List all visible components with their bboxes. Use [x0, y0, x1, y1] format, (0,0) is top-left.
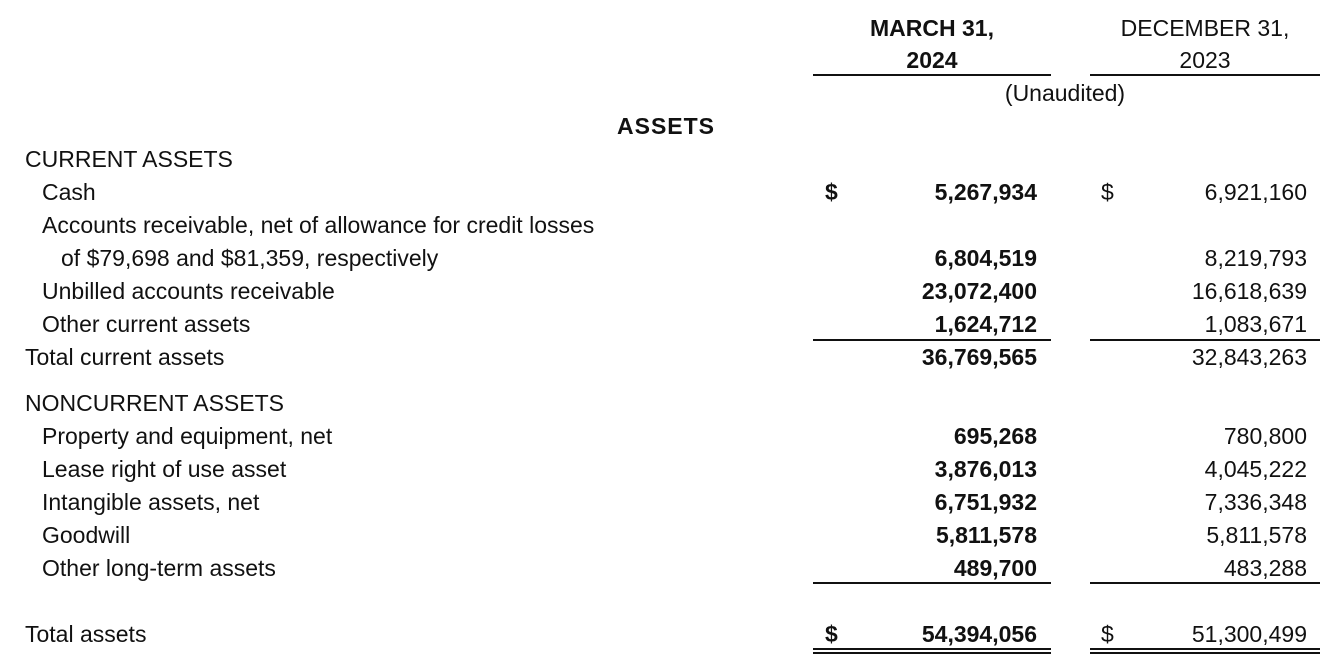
current-header-rule	[813, 74, 1051, 76]
other-current-assets-label: Other current assets	[42, 311, 251, 337]
lease-current-value: 3,876,013	[934, 456, 1037, 482]
other-long-term-current-value: 489,700	[953, 555, 1037, 581]
unaudited-note: (Unaudited)	[1004, 80, 1126, 106]
prior-period-header-line2: 2023	[1179, 47, 1231, 73]
total-current-assets-prior-value: 32,843,263	[1191, 344, 1307, 370]
prior-total-double-rule-top	[1090, 648, 1320, 650]
other-long-term-prior-value: 483,288	[1223, 555, 1307, 581]
lease-label: Lease right of use asset	[42, 456, 287, 482]
cash-current-currency: $	[825, 179, 838, 205]
accounts-receivable-prior-value: 8,219,793	[1204, 245, 1307, 271]
goodwill-current-value: 5,811,578	[935, 522, 1037, 548]
cash-prior-value: 6,921,160	[1204, 179, 1307, 205]
intangible-current-value: 6,751,932	[934, 489, 1037, 515]
intangible-label: Intangible assets, net	[42, 489, 260, 515]
total-assets-current-currency: $	[825, 621, 838, 647]
accounts-receivable-label-line2: of $79,698 and $81,359, respectively	[61, 245, 439, 271]
property-prior-value: 780,800	[1223, 423, 1307, 449]
accounts-receivable-current-value: 6,804,519	[934, 245, 1037, 271]
prior-period-header-line1: DECEMBER 31,	[1120, 15, 1290, 41]
assets-section-title: ASSETS	[617, 113, 716, 139]
cash-prior-currency: $	[1101, 179, 1114, 205]
current-period-header-line2: 2024	[906, 47, 958, 73]
property-current-value: 695,268	[953, 423, 1037, 449]
unbilled-current-value: 23,072,400	[921, 278, 1037, 304]
lease-prior-value: 4,045,222	[1204, 456, 1307, 482]
current-subtotal-rule	[813, 339, 1051, 341]
current-assets-heading: CURRENT ASSETS	[25, 146, 233, 172]
prior-total-double-rule-bottom	[1090, 652, 1320, 654]
other-long-term-label: Other long-term assets	[42, 555, 276, 581]
cash-label: Cash	[42, 179, 96, 205]
total-current-assets-label: Total current assets	[25, 344, 225, 370]
unbilled-prior-value: 16,618,639	[1191, 278, 1307, 304]
prior-noncurrent-rule	[1090, 582, 1320, 584]
total-assets-prior-value: 51,300,499	[1191, 621, 1307, 647]
unbilled-label: Unbilled accounts receivable	[42, 278, 335, 304]
current-period-header-line1: MARCH 31,	[870, 15, 994, 41]
accounts-receivable-label-line1: Accounts receivable, net of allowance for credit losses	[42, 212, 595, 238]
total-assets-label: Total assets	[25, 621, 147, 647]
total-current-assets-current-value: 36,769,565	[921, 344, 1037, 370]
cash-current-value: 5,267,934	[934, 179, 1037, 205]
property-label: Property and equipment, net	[42, 423, 333, 449]
noncurrent-assets-heading: NONCURRENT ASSETS	[25, 390, 285, 416]
goodwill-label: Goodwill	[42, 522, 131, 548]
other-current-assets-current-value: 1,624,712	[934, 311, 1037, 337]
total-assets-prior-currency: $	[1101, 621, 1114, 647]
total-assets-current-value: 54,394,056	[921, 621, 1037, 647]
current-total-double-rule-bottom	[813, 652, 1051, 654]
goodwill-prior-value: 5,811,578	[1206, 522, 1307, 548]
prior-subtotal-rule	[1090, 339, 1320, 341]
current-total-double-rule-top	[813, 648, 1051, 650]
current-noncurrent-rule	[813, 582, 1051, 584]
prior-header-rule	[1090, 74, 1320, 76]
intangible-prior-value: 7,336,348	[1204, 489, 1307, 515]
other-current-assets-prior-value: 1,083,671	[1204, 311, 1307, 337]
